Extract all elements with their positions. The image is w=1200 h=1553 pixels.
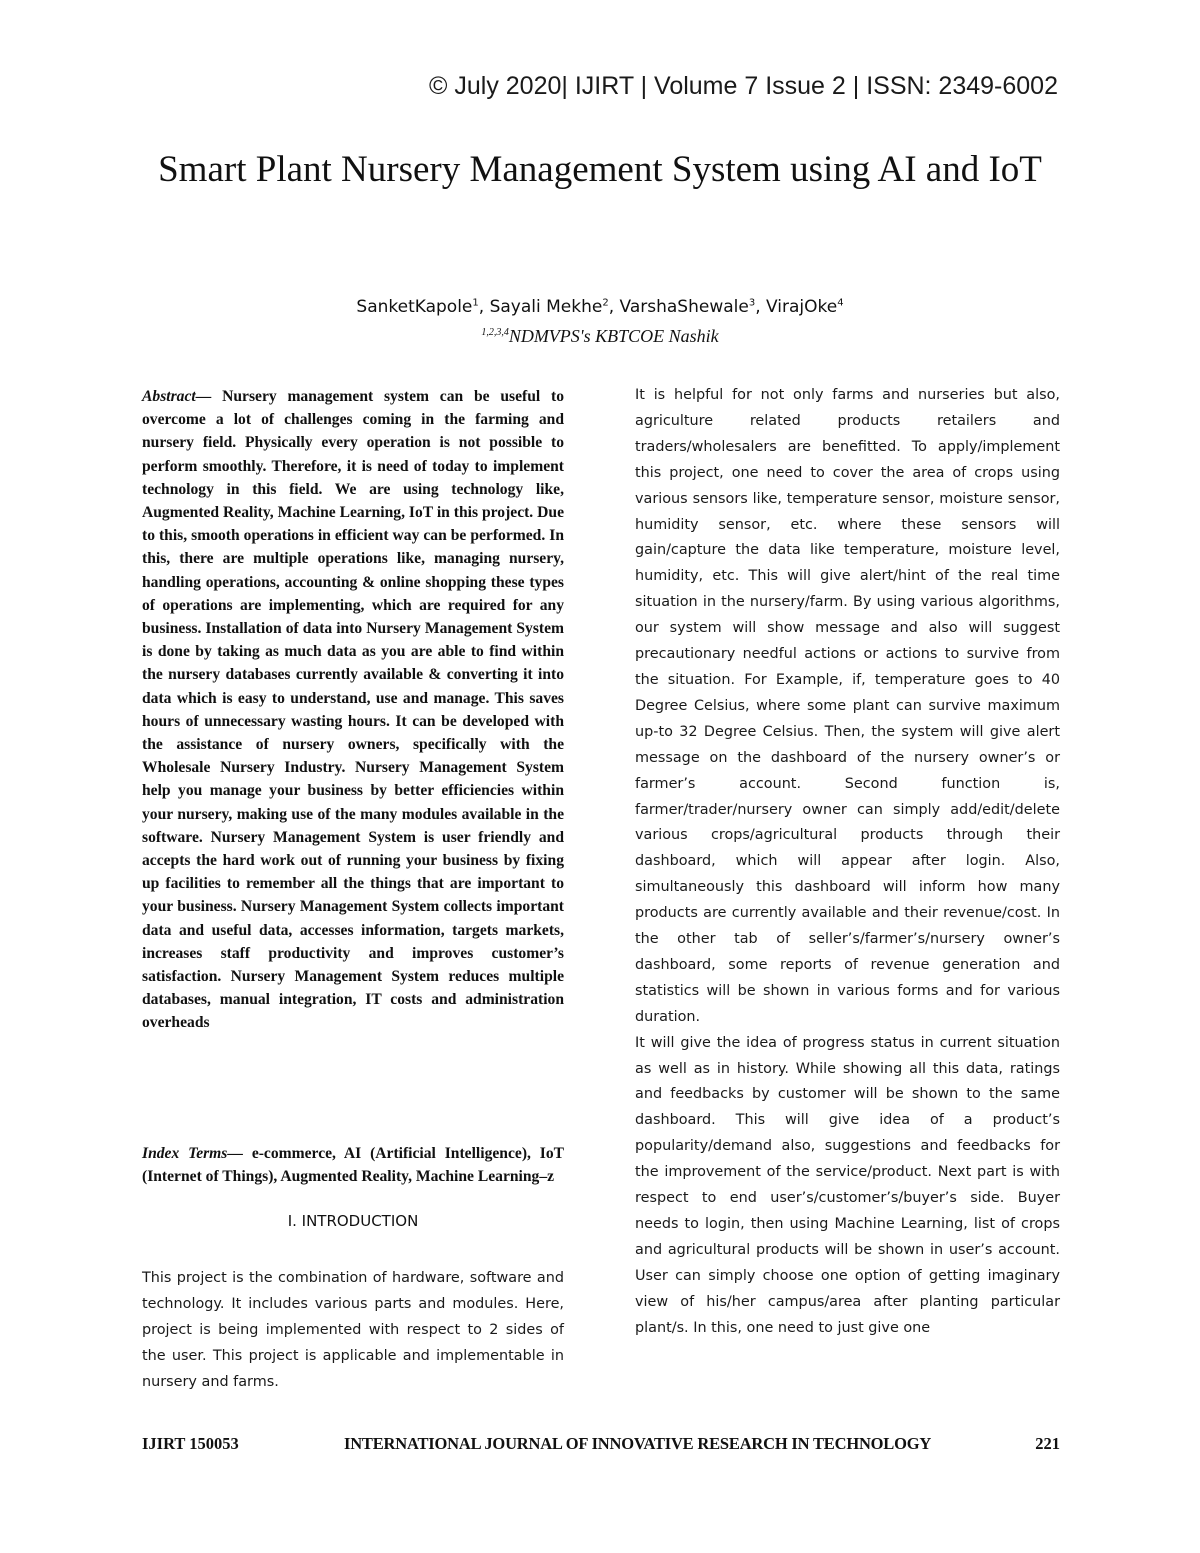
index-terms-label: Index Terms— bbox=[142, 1145, 243, 1162]
author-sup: 1 bbox=[472, 297, 479, 309]
author-list bbox=[200, 297, 1000, 317]
abstract-text: Nursery management system can be useful to overcome a lot of challenges coming in the farming and nursery field. Physically every operation is not possible to perform smoothly. Therefore, it is need of today to implement technology in this field. We are using technology like, Augmented Reality, Machine Learning, IoT in this project. Due to this, smooth operations in efficient way can be performed. In this, there are multiple operations like, managing nursery, handling operations, accounting & online shopping these types of operations are implementing, which are required for any business. Installation of data into Nursery Management System is done by taking as much data as you are able to find within the nursery databases currently available & converting it into data which is easy to understand, use and manage. This saves hours of unnecessary wasting hours. It can be developed with the assistance of nursery owners, specifically with the Wholesale Nursery Industry. Nursery Management System help you manage your business by better efficiencies within your nursery, making use of the many modules available in the software. Nursery Management System is user friendly and accepts the hard work out of running your business by fixing up facilities to remember all the things that are important to your business. Nursery Management System collects important data and useful data, accesses information, targets markets, increases staff productivity and improves customer’s satisfaction. Nursery Management System reduces multiple databases, manual integration, IT costs and administration overheads bbox=[142, 388, 564, 1032]
footer-journal-name: INTERNATIONAL JOURNAL OF INNOVATIVE RESEARCH IN TECHNOLOGY bbox=[344, 1434, 932, 1453]
right-paragraph-2: It will give the idea of progress status in current situation as well as in history. While showing all this data, ratings and feedbacks by customer will be shown to the same dashboard. This will give idea of a product’s popularity/demand also, suggestions and feedbacks for the improvement of the service/product. Next part is with respect to end user’s/customer’s/buyer’s side. Buyer needs to login, then using Machine Learning, list of crops and agricultural products will be shown in user’s account. User can simply choose one option of getting imaginary view of his/her campus/area after planting particular plant/s. In this, one need to just give one bbox=[635, 1034, 1060, 1336]
abstract-label: Abstract— bbox=[142, 388, 212, 405]
author-name: Sayali Mekhe bbox=[489, 297, 603, 317]
footer-paper-id: IJIRT 150053 bbox=[142, 1434, 239, 1453]
page-footer bbox=[142, 1434, 1060, 1458]
paper-title: Smart Plant Nursery Management System using AI and IoT bbox=[158, 149, 1042, 190]
author-name: SanketKapole bbox=[356, 297, 473, 317]
journal-header: © July 2020| IJIRT | Volume 7 Issue 2 | ISSN: 2349-6002 bbox=[429, 72, 1058, 100]
author-separator: , bbox=[755, 297, 767, 317]
author-sup: 3 bbox=[748, 297, 756, 309]
abstract bbox=[142, 385, 564, 1035]
intro-paragraph: This project is the combination of hardware, software and technology. It includes various parts and modules. Here, project is being implemented with respect to 2 sides of the user. This project is applicable and implementable in nursery and farms. bbox=[142, 1270, 564, 1390]
affiliation-text: NDMVPS's KBTCOE Nashik bbox=[508, 326, 719, 346]
author-separator: , bbox=[478, 297, 490, 317]
right-column bbox=[635, 383, 1060, 1342]
author-sup: 4 bbox=[837, 297, 844, 309]
right-paragraph-1: It is helpful for not only farms and nurseries but also, agriculture related products retailers and traders/wholesalers are benefitted. To apply/implement this project, one need to cover the area of crops using various sensors like, temperature sensor, moisture sensor, humidity sensor, etc. where these sensors will gain/capture the data like temperature, moisture level, humidity, etc. This will give alert/hint of the real time situation in the nursery/farm. By using various algorithms, our system will show message and also will suggest precautionary needful actions or actions to survive from the situation. For Example, if, temperature goes to 40 Degree Celsius, where some plant can survive maximum up-to 32 Degree Celsius. Then, the system will give alert message on the dashboard of the nursery owner’s or farmer’s account. Second function is, farmer/trader/nursery owner can simply add/edit/delete various crops/agricultural products through their dashboard, which will appear after login. Also, simultaneously this dashboard will inform how many products are currently available and their revenue/cost. In the other tab of seller’s/farmer’s/nursery owner’s dashboard, some reports of revenue generation and statistics will be shown in various forms and for various duration. bbox=[635, 387, 1060, 1025]
author-name: VirajOke bbox=[766, 297, 838, 317]
index-terms bbox=[142, 1142, 564, 1188]
page-number: 221 bbox=[1035, 1434, 1060, 1453]
author-separator: , bbox=[608, 297, 620, 317]
section-heading-introduction: I. INTRODUCTION bbox=[287, 1212, 419, 1230]
index-terms-text: e-commerce, AI (Artificial Intelligence), IoT (Internet of Things), Augmented Reality, Machine Learning–z bbox=[142, 1145, 565, 1186]
affiliation bbox=[200, 326, 1000, 347]
author-name: VarshaShewale bbox=[619, 297, 749, 317]
affiliation-sup: 1,2,3,4 bbox=[481, 327, 509, 338]
author-sup: 2 bbox=[602, 297, 609, 309]
